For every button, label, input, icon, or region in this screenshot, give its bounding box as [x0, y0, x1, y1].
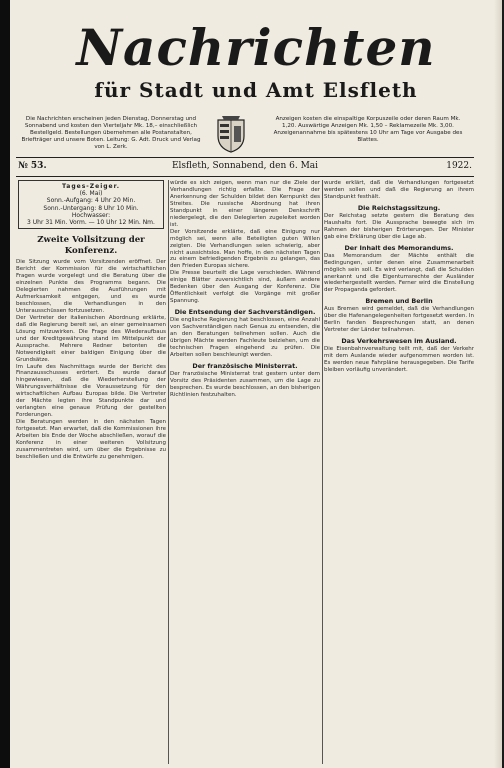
tageszeiger-line: Hochwasser: — [71, 211, 111, 219]
issue-year: 1922. — [446, 161, 472, 171]
newspaper-title: Nachrichten — [76, 18, 436, 77]
section-heading: Bremen und Berlin — [365, 297, 433, 306]
article-paragraph: Im Laufe des Nachmittags wurde der Bericht des Finanzausschusses erörtert. Es wurde darauf hingewiesen, daß die Wiederherstellung der Währungsverhältnisse die Voraussetzung für den wirtschaftlichen Aufbau Europas bilde. Die Vertreter der Mächte legten ihre Standpunkte dar und verlangten eine genaue Prüfung der gestellten Forderungen. — [16, 363, 166, 419]
column-divider — [322, 180, 323, 764]
article-paragraph: Der Vorsitzende erklärte, daß eine Einigung nur möglich sei, wenn alle Beteiligten guten Willen zeigten. Die Verhandlungen seien schwierig, aber nicht aussichtslos. Man hoffe, in den nächsten Tagen zu einem befriedigenden Ergebnis zu gelangen, das den Frieden Europas sichere. — [170, 228, 320, 270]
article-paragraph: Die Presse beurteilt die Lage verschieden. Während einige Blätter zuversichtlich sind, äußern andere Bedenken über den Ausgang der Konferenz. Die Öffentlichkeit verfolgt die Vorgänge mit großer Spannung. — [170, 270, 320, 305]
column-3 — [324, 180, 474, 764]
tageszeiger-line: Sonn.-Aufgang: 4 Uhr 20 Min. — [46, 197, 136, 205]
tageszeiger-line: Sonn.-Untergang: 8 Uhr 10 Min. — [43, 204, 139, 212]
coat-of-arms-icon — [214, 114, 248, 154]
binding-edge — [0, 0, 10, 768]
article-paragraph: Der Reichstag setzte gestern die Beratung des Haushalts fort. Die Aussprache bewegte sich im Rahmen der bisherigen Erörterungen. Der Minister gab eine Erklärung über die Lage ab. — [324, 212, 474, 240]
section-heading: Der französische Ministerrat. — [192, 361, 298, 370]
section-heading: Die Entsendung der Sachverständigen. — [174, 308, 316, 317]
article-paragraph: Die englische Regierung hat beschlossen, eine Anzahl von Sachverständigen nach Genua zu entsenden, die an den Beratungen teilnehmen sollen. Auch die übrigen Mächte werden Fachleute beiziehen, um die technischen Fragen eingehend zu prüfen. Die Arbeiten sollen beschleunigt werden. — [170, 317, 320, 358]
article-paragraph: Der französische Ministerrat trat gestern unter dem Vorsitz des Präsidenten zusammen, um die Lage zu besprechen. Es wurde beschlossen, an den bisherigen Richtlinien festzuhalten. — [170, 370, 320, 398]
tageszeiger-date: (6. Mai) — [79, 190, 103, 198]
dateline — [16, 159, 474, 175]
column-1 — [16, 180, 166, 764]
tageszeiger-title: Tages-Zeiger. — [61, 183, 121, 190]
section-heading: Die Reichstagssitzung. — [357, 203, 441, 212]
issue-number: № 53. — [18, 161, 47, 171]
rule-bottom — [16, 176, 474, 177]
issue-date: Elsfleth, Sonnabend, den 6. Mai — [171, 161, 319, 171]
newspaper-page — [10, 0, 502, 768]
masthead — [10, 0, 502, 112]
column-2 — [170, 180, 320, 764]
article-paragraph: wurde erklärt, daß die Verhandlungen fortgesetzt werden sollen und daß die Regierung an ihrem Standpunkt festhält. — [324, 180, 474, 200]
article-paragraph: Die Eisenbahnverwaltung teilt mit, daß der Verkehr mit dem Auslande wieder aufgenommen worden ist. Es werden neue Fahrpläne herausgegeben. Die Tarife bleiben vorläufig unverändert. — [324, 346, 474, 374]
section-heading: Das Verkehrswesen im Ausland. — [341, 337, 457, 346]
article-paragraph: Die Sitzung wurde vom Vorsitzenden eröffnet. Der Bericht der Kommission für die wirtschaftlichen Fragen wurde vorgelegt und die Beratung über die einzelnen Punkte des Programms begann. Die Delegierten nahmen die Ausführungen mit Aufmerksamkeit entgegen, und es wurde beschlossen, die Verhandlungen in den Unterausschüssen fortzusetzen. — [16, 259, 166, 314]
column-divider — [168, 180, 169, 764]
article-paragraph: Die Beratungen werden in den nächsten Tagen fortgesetzt. Man erwartet, daß die Kommissionen ihre Arbeiten bis Ende der Woche abschließen, worauf die Konferenz in einer weiteren Vollsitzung zusammentreten wird, um über die Ergebnisse zu beschließen und die Entwürfe zu genehmigen. — [16, 419, 166, 460]
section-heading: Der Inhalt des Memorandums. — [344, 243, 454, 252]
article-paragraph: Der Vertreter der italienischen Abordnung erklärte, daß die Regierung bereit sei, an einer gemeinsamen Lösung mitzuwirken. Die Frage des Wiederaufbaus und der Kreditgewährung stand im Mittelpunkt der Aussprache. Mehrere Redner betonten die Notwendigkeit einer baldigen Einigung über die Grundsätze. — [16, 314, 166, 363]
newspaper-subtitle: für Stadt und Amt Elsfleth — [94, 78, 418, 102]
article-paragraph: Das Memorandum der Mächte enthält die Bedingungen, unter denen eine Zusammenarbeit möglich sein soll. Es wird verlangt, daß die Schulden anerkannt und die Eigentumsrechte der Ausländer wiederhergestellt werden. Ferner wird die Einstellung der Propaganda gefordert. — [324, 252, 474, 294]
advertising-info: Anzeigen kosten die einspaltige Korpuszeile oder deren Raum Mk. 1,20. Auswärtige Anzeigen Mk. 1,50 – Reklamezeile Mk. 3,00. Anzeigenannahme bis spätestens 10 Uhr am Tage vor Ausgabe des Blattes. — [273, 116, 463, 143]
article-paragraph: würde es sich zeigen, wenn man nur die Ziele der Verhandlungen richtig erfaßte. Die Frage der Anerkennung der Schulden bildet den Kernpunkt des Streites. Die russische Abordnung hat ihren Standpunkt in einer längeren Denkschrift niedergelegt, die den Delegierten zugeleitet worden ist. — [170, 180, 320, 228]
tageszeiger-box — [18, 180, 164, 229]
subscription-info: Die Nachrichten erscheinen jeden Dienstag, Donnerstag und Sonnabend und kosten den Vierteljahr Mk. 18,– einschließlich Bestellgeld. Bestellungen übernehmen alle Postanstalten, Briefträger und unsere Boten. Leitung: G. Adt. Druck und Verlag von L. Zerk. — [21, 116, 201, 150]
article-headline: Zweite Vollsitzung der Konferenz. — [37, 235, 145, 257]
tageszeiger-line: 3 Uhr 31 Min. Vorm. — 10 Uhr 12 Min. Nm. — [27, 219, 155, 227]
article-paragraph: Aus Bremen wird gemeldet, daß die Verhandlungen über die Hafenangelegenheiten fortgesetzt werden. In Berlin fanden Besprechungen statt, an denen Vertreter der Länder teilnahmen. — [324, 306, 474, 334]
rule-top — [16, 157, 474, 158]
page-fold-shadow — [494, 0, 502, 768]
